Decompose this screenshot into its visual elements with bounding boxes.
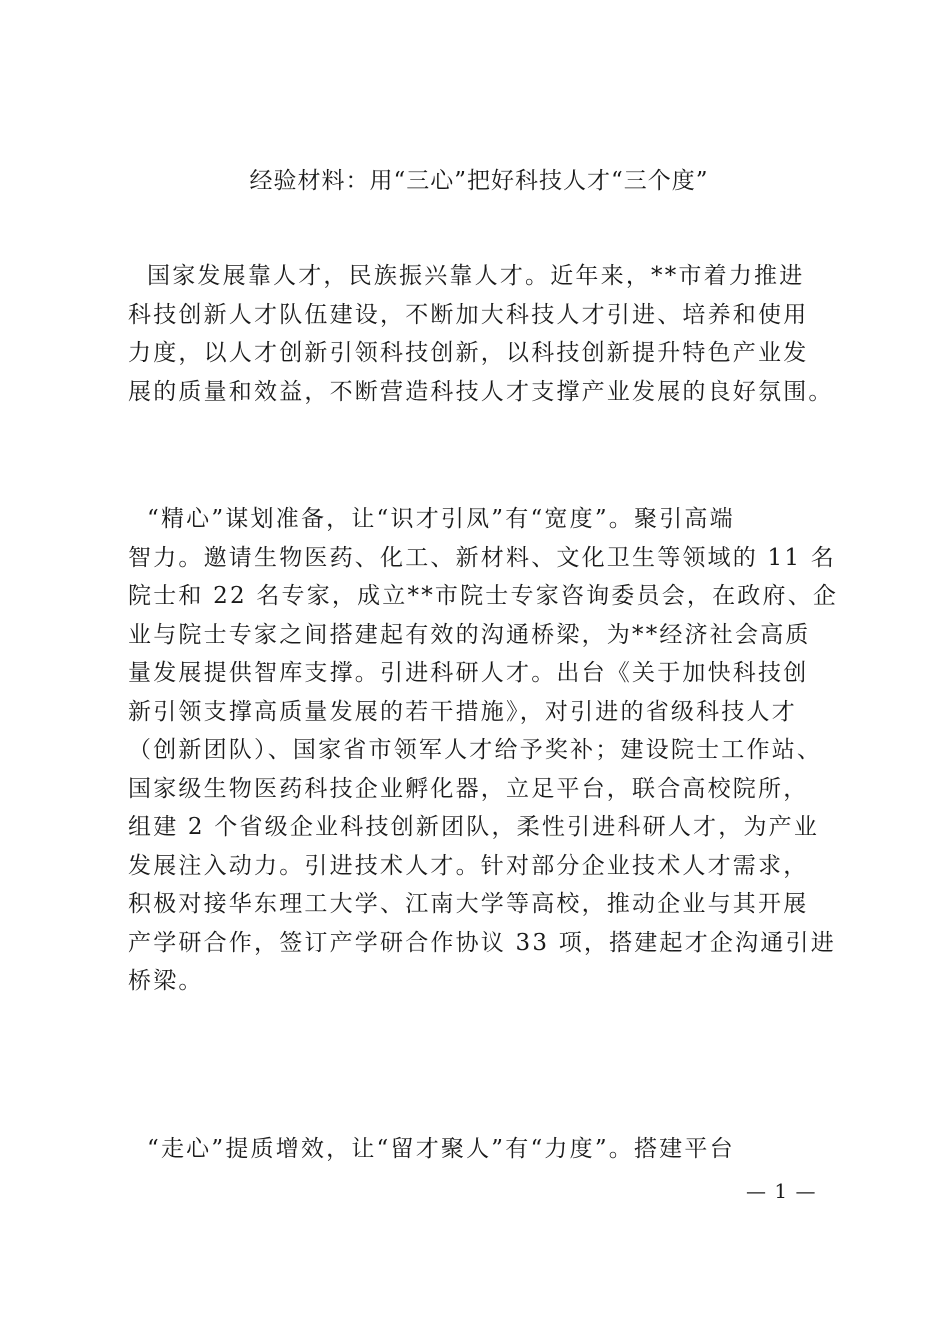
paragraph-line: 国家发展靠人才，民族振兴靠人才。近年来，**市着力推进 bbox=[128, 263, 805, 289]
paragraph-line: 智力。邀请生物医药、化工、新材料、文化卫生等领域的 11 名 bbox=[128, 544, 836, 571]
paragraph-line: 发展注入动力。引进技术人才。针对部分企业技术人才需求， bbox=[128, 852, 809, 879]
paragraph-line: 积极对接华东理工大学、江南大学等高校，推动企业与其开展 bbox=[128, 891, 809, 917]
paragraph-line: 产学研合作，签订产学研合作协议 33 项，搭建起才企沟通引进 bbox=[128, 929, 836, 956]
paragraph-line: 组建 2 个省级企业科技创新团队，柔性引进科研人才，为产业 bbox=[128, 814, 820, 840]
paragraph-line: “走心”提质增效，让“留才聚人”有“力度”。搭建平台 bbox=[128, 1136, 735, 1162]
paragraph-section-2 bbox=[128, 1130, 836, 1169]
paragraph-line: 科技创新人才队伍建设，不断加大科技人才引进、培养和使用 bbox=[128, 301, 809, 328]
paragraph-line: 院士和 22 名专家，成立**市院士专家咨询委员会，在政府、企 bbox=[128, 583, 839, 609]
document-title: 经验材料：用“三心”把好科技人才“三个度” bbox=[249, 168, 709, 194]
page-number: — 1 — bbox=[746, 1179, 817, 1203]
paragraph-line: （创新团队）、国家省市领军人才给予奖补；建设院士工作站、 bbox=[128, 737, 823, 763]
paragraph-line: “精心”谋划准备，让“识才引凤”有“宽度”。聚引高端 bbox=[128, 506, 735, 532]
paragraph-section-1 bbox=[128, 500, 839, 1001]
paragraph-line: 新引领支撑高质量发展的若干措施》，对引进的省级科技人才 bbox=[128, 698, 797, 725]
paragraph-line: 展的质量和效益，不断营造科技人才支撑产业发展的良好氛围。 bbox=[128, 378, 834, 405]
paragraph-line: 桥梁。 bbox=[128, 968, 204, 994]
paragraph-line: 国家级生物医药科技企业孵化器，立足平台，联合高校院所， bbox=[128, 775, 809, 802]
paragraph-line: 力度，以人才创新引领科技创新，以科技创新提升特色产业发 bbox=[128, 340, 809, 366]
paragraph-line: 量发展提供智库支撑。引进科研人才。出台《关于加快科技创 bbox=[128, 660, 809, 686]
paragraph-line: 业与院士专家之间搭建起有效的沟通桥梁，为**经济社会高质 bbox=[128, 621, 811, 648]
paragraph-intro bbox=[128, 257, 836, 411]
